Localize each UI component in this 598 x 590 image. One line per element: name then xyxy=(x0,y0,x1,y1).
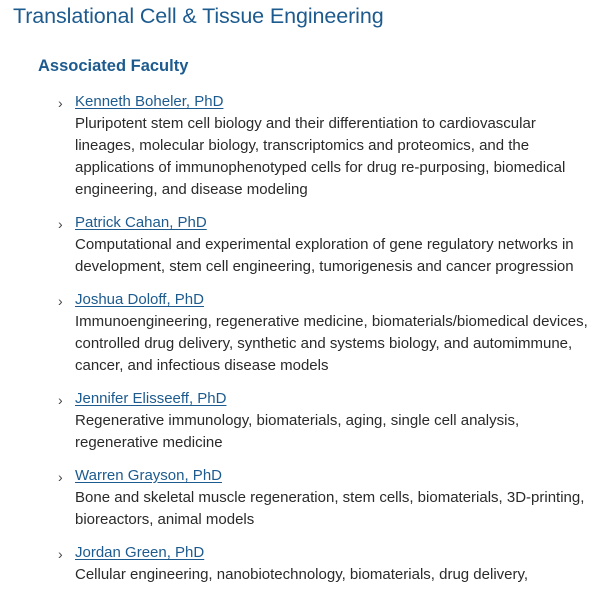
faculty-description: Pluripotent stem cell biology and their differentiation to cardiovascular lineages, molecular biology, transcriptomics and proteomics, and the applications of immunophenotyped cells for drug re-purposing, biomedical engineering, and disease modeling xyxy=(75,115,566,198)
list-item xyxy=(58,389,588,454)
chevron-right-icon: › xyxy=(58,546,63,562)
associated-faculty-heading: Associated Faculty xyxy=(38,57,189,75)
faculty-link-patrick-cahan[interactable]: Patrick Cahan, PhD xyxy=(75,214,207,231)
chevron-right-icon: › xyxy=(58,469,63,485)
faculty-description: Cellular engineering, nanobiotechnology, biomaterials, drug delivery, xyxy=(75,566,529,583)
faculty-list xyxy=(58,92,588,590)
faculty-description: Bone and skeletal muscle regeneration, stem cells, biomaterials, 3D-printing, bioreactors, animal models xyxy=(75,489,585,528)
list-item xyxy=(58,290,588,377)
chevron-right-icon: › xyxy=(58,216,63,232)
faculty-description: Immunoengineering, regenerative medicine, biomaterials/biomedical devices, controlled drug delivery, synthetic and systems biology, and automimmune, cancer, and infectious disease models xyxy=(75,313,588,374)
list-item xyxy=(58,92,588,201)
list-item xyxy=(58,466,588,531)
section-title: Translational Cell & Tissue Engineering xyxy=(13,4,384,28)
faculty-link-jennifer-elisseeff[interactable]: Jennifer Elisseeff, PhD xyxy=(75,390,227,407)
faculty-link-warren-grayson[interactable]: Warren Grayson, PhD xyxy=(75,467,222,484)
faculty-description: Computational and experimental exploration of gene regulatory networks in development, stem cell engineering, tumorigenesis and cancer progression xyxy=(75,236,574,275)
faculty-link-jordan-green[interactable]: Jordan Green, PhD xyxy=(75,544,205,561)
faculty-link-joshua-doloff[interactable]: Joshua Doloff, PhD xyxy=(75,291,204,308)
chevron-right-icon: › xyxy=(58,392,63,408)
list-item xyxy=(58,543,588,586)
chevron-right-icon: › xyxy=(58,293,63,309)
faculty-description: Regenerative immunology, biomaterials, aging, single cell analysis, regenerative medicine xyxy=(75,412,520,451)
faculty-link-kenneth-boheler[interactable]: Kenneth Boheler, PhD xyxy=(75,93,224,110)
list-item xyxy=(58,213,588,278)
chevron-right-icon: › xyxy=(58,95,63,111)
